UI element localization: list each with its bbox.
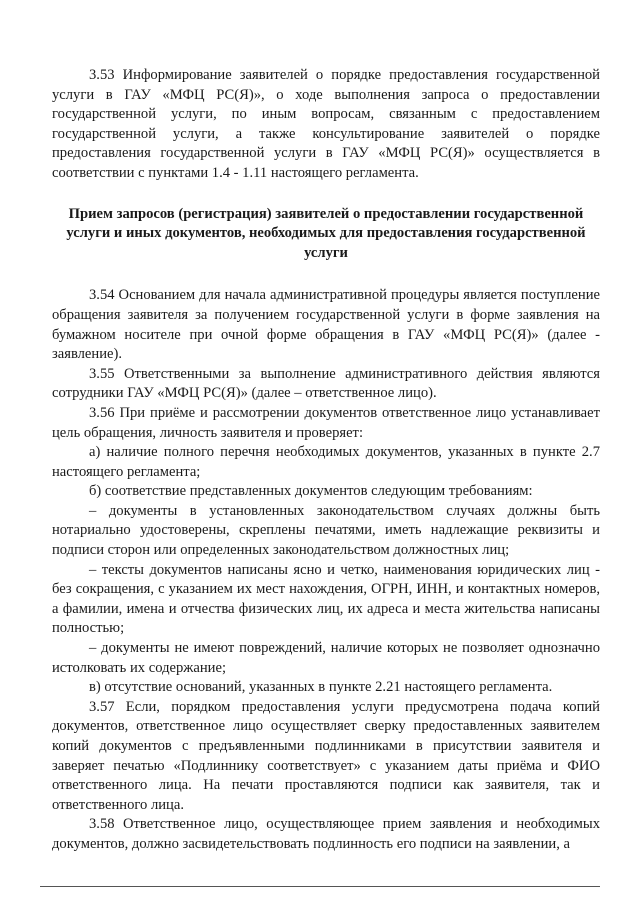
dash-item-3: – документы не имеют повреждений, наличие которых не позволяет однозначно истолковать их содержание;: [52, 640, 600, 676]
paragraph-3-53: 3.53 Информирование заявителей о порядке предоставления государственной услуги в ГАУ «МФЦ РС(Я)», о ходе выполнения запроса о предоставлении государственной услуги, по иным вопросам, связанным с предоставлением государственной услуги, а также консультирование заявителей о порядке предоставления государственной услуги в ГАУ «МФЦ РС(Я)» осуществляется в соответствии с пунктами 1.4 - 1.11 настоящего регламента.: [52, 67, 600, 181]
dash-item-1: – документы в установленных законодательством случаях должны быть нотариально удостоверены, скреплены печатями, иметь надлежащие реквизиты и подписи сторон или определенных законодательством должностных лиц;: [52, 502, 600, 559]
page-bottom-rule: [40, 886, 600, 887]
paragraph-3-57: 3.57 Если, порядком предоставления услуги предусмотрена подача копий документов, ответственное лицо осуществляет сверку предоставленных заявителем копий документов с предъявленными подлинниками в присутствии заявителя и заверяет печатью «Подлиннику соответствует» с указанием даты приёма и ФИО ответственного лица. На печати проставляются подписи как заявителя, так и ответственного лица.: [52, 698, 600, 813]
paragraph-3-58: 3.58 Ответственное лицо, осуществляющее прием заявления и необходимых документов, должно засвидетельствовать подлинность его подписи на заявлении, а: [52, 816, 600, 852]
paragraph-3-54: 3.54 Основанием для начала административной процедуры является поступление обращения заявителя за получением государственной услуги в форме заявления на бумажном носителе при очной форме обращения в ГАУ «МФЦ РС(Я)» (далее - заявление).: [52, 287, 600, 363]
dash-item-2: – тексты документов написаны ясно и четко, наименования юридических лиц - без сокращения, с указанием их мест нахождения, ОГРН, ИНН, и контактных номеров, а фамилии, имена и отчества физических лиц, их адреса и места жительства написаны полностью;: [52, 561, 600, 637]
list-item-v: в) отсутствие оснований, указанных в пункте 2.21 настоящего регламента.: [89, 679, 553, 696]
paragraph-3-56: 3.56 При приёме и рассмотрении документов ответственное лицо устанавливает цель обращения, личность заявителя и проверяет:: [52, 404, 600, 441]
list-item-a: а) наличие полного перечня необходимых документов, указанных в пункте 2.7 настоящего регламента;: [52, 444, 600, 480]
list-item-b: б) соответствие представленных документов следующим требованиям:: [89, 483, 533, 500]
document-body: [52, 66, 600, 855]
section-heading: Прием запросов (регистрация) заявителей о предоставлении государственной услуги и иных документов, необходимых для предоставления государственной услуги: [66, 205, 586, 261]
paragraph-3-55: 3.55 Ответственными за выполнение административного действия являются сотрудники ГАУ «МФЦ РС(Я)» (далее – ответственное лицо).: [52, 365, 600, 402]
